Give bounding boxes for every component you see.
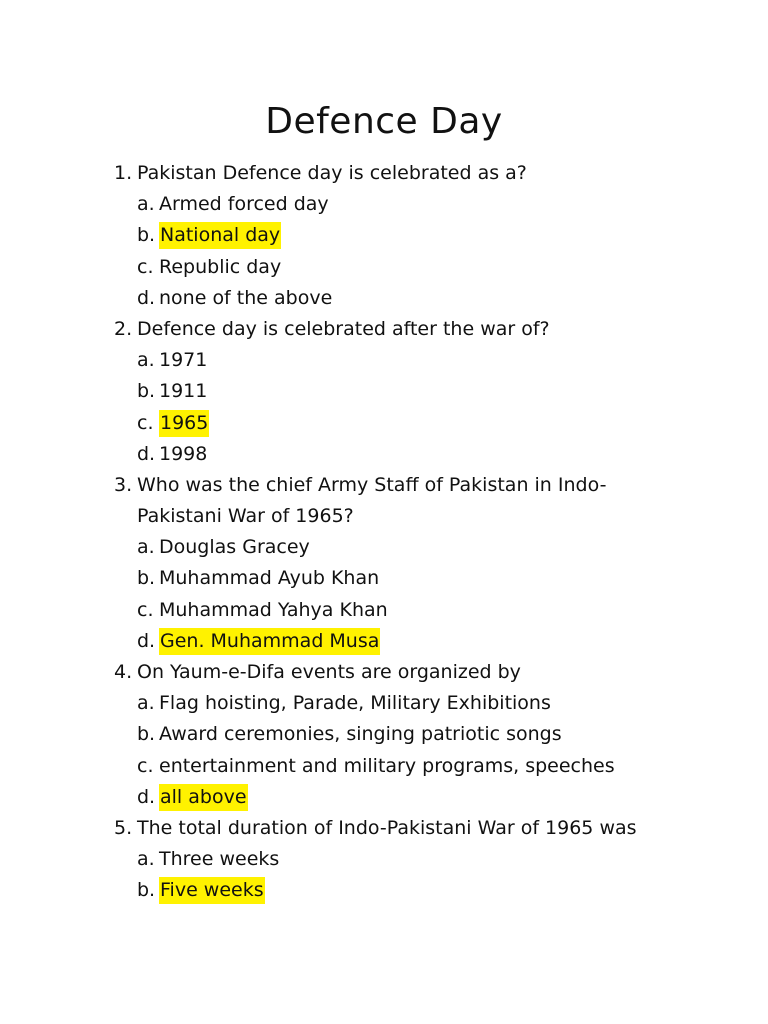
option-item bbox=[0, 719, 768, 750]
option-text: Muhammad Ayub Khan bbox=[159, 567, 380, 590]
option-letter: a. bbox=[137, 193, 155, 216]
question-text: Defence day is celebrated after the war of? bbox=[137, 317, 550, 340]
highlighted-answer: all above bbox=[159, 784, 248, 811]
option-text: Douglas Gracey bbox=[159, 536, 310, 559]
option-letter: d. bbox=[137, 442, 156, 465]
highlighted-answer: 1965 bbox=[159, 410, 209, 437]
option-letter: a. bbox=[137, 848, 155, 871]
option-letter: c. bbox=[137, 754, 154, 777]
option-item bbox=[0, 189, 768, 220]
question-number: 4. bbox=[114, 661, 133, 683]
option-item bbox=[0, 439, 768, 470]
option-text: 1998 bbox=[159, 442, 208, 465]
option-letter: d. bbox=[137, 629, 156, 652]
option-item bbox=[0, 376, 768, 407]
option-item bbox=[0, 595, 768, 626]
option-letter: c. bbox=[137, 598, 154, 621]
question-text: The total duration of Indo-Pakistani War of 1965 was bbox=[137, 816, 637, 839]
highlighted-answer: National day bbox=[159, 222, 281, 249]
option-letter: a. bbox=[137, 692, 155, 715]
question-text: Who was the chief Army Staff of Pakistan in Indo- bbox=[137, 473, 607, 496]
highlighted-answer: Gen. Muhammad Musa bbox=[159, 628, 380, 655]
option-item bbox=[0, 283, 768, 314]
option-letter: b. bbox=[137, 224, 156, 247]
option-item bbox=[0, 782, 768, 813]
option-item bbox=[0, 563, 768, 594]
question-line bbox=[0, 470, 768, 501]
question-line bbox=[0, 158, 768, 189]
question-number: 3. bbox=[114, 473, 133, 496]
option-item bbox=[0, 844, 768, 875]
question-number: 2. bbox=[114, 317, 133, 340]
question-number: 1. bbox=[114, 162, 133, 184]
question-text: On Yaum-e-Difa events are organized by bbox=[137, 661, 521, 683]
highlighted-answer: Five weeks bbox=[159, 877, 265, 904]
question-line bbox=[0, 813, 768, 844]
option-letter: a. bbox=[137, 536, 155, 559]
option-item bbox=[0, 532, 768, 563]
option-letter: a. bbox=[137, 349, 155, 372]
option-letter: d. bbox=[137, 286, 156, 309]
option-letter: c. bbox=[137, 411, 154, 434]
question-line bbox=[0, 657, 768, 688]
option-item bbox=[0, 408, 768, 439]
option-letter: d. bbox=[137, 785, 156, 808]
option-item bbox=[0, 751, 768, 782]
option-text: none of the above bbox=[159, 286, 333, 309]
option-item bbox=[0, 626, 768, 657]
option-text: 1911 bbox=[159, 380, 208, 403]
option-letter: b. bbox=[137, 380, 156, 403]
option-text: Award ceremonies, singing patriotic songs bbox=[159, 723, 562, 746]
option-text: Muhammad Yahya Khan bbox=[159, 598, 388, 621]
option-item bbox=[0, 875, 768, 906]
option-text: Three weeks bbox=[159, 848, 280, 871]
question-line bbox=[0, 314, 768, 345]
quiz-list bbox=[0, 158, 768, 907]
option-text: Armed forced day bbox=[159, 193, 329, 216]
option-letter: b. bbox=[137, 567, 156, 590]
option-item bbox=[0, 345, 768, 376]
option-text: 1971 bbox=[159, 349, 208, 372]
option-item bbox=[0, 688, 768, 719]
option-letter: b. bbox=[137, 723, 156, 746]
question-number: 5. bbox=[114, 816, 133, 839]
question-text: Pakistan Defence day is celebrated as a? bbox=[137, 162, 527, 184]
option-text: Flag hoisting, Parade, Military Exhibitions bbox=[159, 692, 551, 715]
option-item bbox=[0, 220, 768, 251]
option-item bbox=[0, 252, 768, 283]
option-text: Republic day bbox=[159, 255, 282, 278]
option-letter: c. bbox=[137, 255, 154, 278]
question-text: Pakistani War of 1965? bbox=[137, 505, 354, 528]
question-line bbox=[0, 501, 768, 532]
document-title: Defence Day bbox=[265, 101, 503, 142]
option-text: entertainment and military programs, speeches bbox=[159, 754, 615, 777]
option-letter: b. bbox=[137, 879, 156, 902]
